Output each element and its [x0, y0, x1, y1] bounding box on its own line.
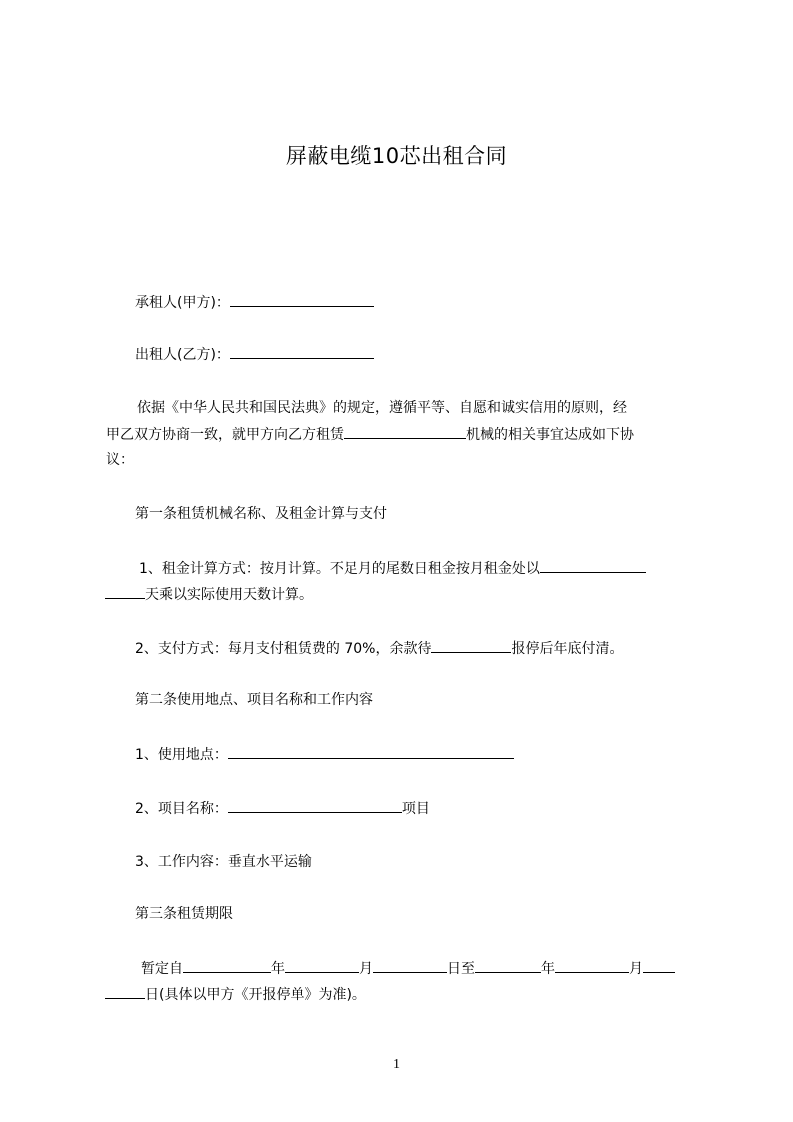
machine-name-blank — [344, 424, 466, 439]
article-1-item-2 — [135, 638, 623, 659]
end-year-blank — [475, 958, 541, 973]
divisor-days-blank-2 — [105, 584, 145, 599]
article-2-item-1 — [135, 744, 514, 765]
end-month-blank — [555, 958, 629, 973]
usage-location-blank — [228, 744, 514, 759]
article-3-heading: 第三条租赁期限 — [135, 906, 233, 922]
party-b-blank — [230, 344, 374, 359]
end-year-label: 年 — [541, 961, 555, 977]
document-title: 屏蔽电缆10芯出租合同 — [285, 144, 508, 168]
report-stop-blank — [431, 638, 511, 653]
preamble-line-2 — [106, 424, 634, 445]
party-b-line — [135, 344, 374, 365]
end-month-label: 月 — [629, 961, 643, 977]
preamble-line-2-start: 甲乙双方协商一致，就甲方向乙方租赁 — [106, 427, 344, 443]
divisor-days-blank-1 — [540, 558, 646, 573]
article-3-line-1 — [141, 958, 675, 979]
project-name-suffix: 项目 — [401, 801, 430, 817]
project-name-blank — [228, 798, 402, 813]
article-2-item-3: 3、工作内容：垂直水平运输 — [135, 854, 312, 870]
start-month-label: 月 — [359, 961, 373, 977]
article-2-item-2 — [135, 798, 430, 819]
article-1-item-1-end: 天乘以实际使用天数计算。 — [145, 587, 313, 603]
page-number: 1 — [393, 1057, 400, 1072]
party-b-label: 出租人(乙方)： — [135, 347, 230, 363]
start-day-blank — [373, 958, 447, 973]
article-3-line-2 — [105, 984, 366, 1005]
article-1-item-1-line-2 — [105, 584, 313, 605]
start-day-label: 日至 — [447, 961, 475, 977]
start-year-label: 年 — [271, 961, 285, 977]
article-2-heading: 第二条使用地点、项目名称和工作内容 — [135, 692, 373, 708]
party-a-line — [135, 292, 374, 313]
usage-location-label: 1、使用地点： — [135, 747, 228, 763]
project-name-label: 2、项目名称： — [135, 801, 228, 817]
end-day-blank-1 — [643, 958, 675, 973]
party-a-blank — [230, 292, 374, 307]
end-day-blank-2 — [105, 984, 145, 999]
article-1-item-1-line-1 — [139, 558, 646, 579]
preamble-line-3: 议： — [106, 452, 134, 468]
preamble-line-1: 依据《中华人民共和国民法典》的规定，遵循平等、自愿和诚实信用的原则，经 — [137, 400, 627, 416]
start-month-blank — [285, 958, 359, 973]
article-1-item-2-end: 报停后年底付清。 — [511, 641, 624, 657]
period-start-label: 暂定自 — [141, 961, 183, 977]
article-3-line-2-text: 日(具体以甲方《开报停单》为准)。 — [145, 987, 366, 1003]
article-1-heading: 第一条租赁机械名称、及租金计算与支付 — [135, 506, 387, 522]
start-year-blank — [183, 958, 271, 973]
party-a-label: 承租人(甲方)： — [135, 295, 230, 311]
article-1-item-1-text: 1、租金计算方式：按月计算。不足月的尾数日租金按月租金处以 — [139, 561, 540, 577]
article-1-item-2-text: 2、支付方式：每月支付租赁费的 70%，余款待 — [135, 641, 432, 657]
preamble-line-2-end: 机械的相关事宜达成如下协 — [466, 427, 634, 443]
